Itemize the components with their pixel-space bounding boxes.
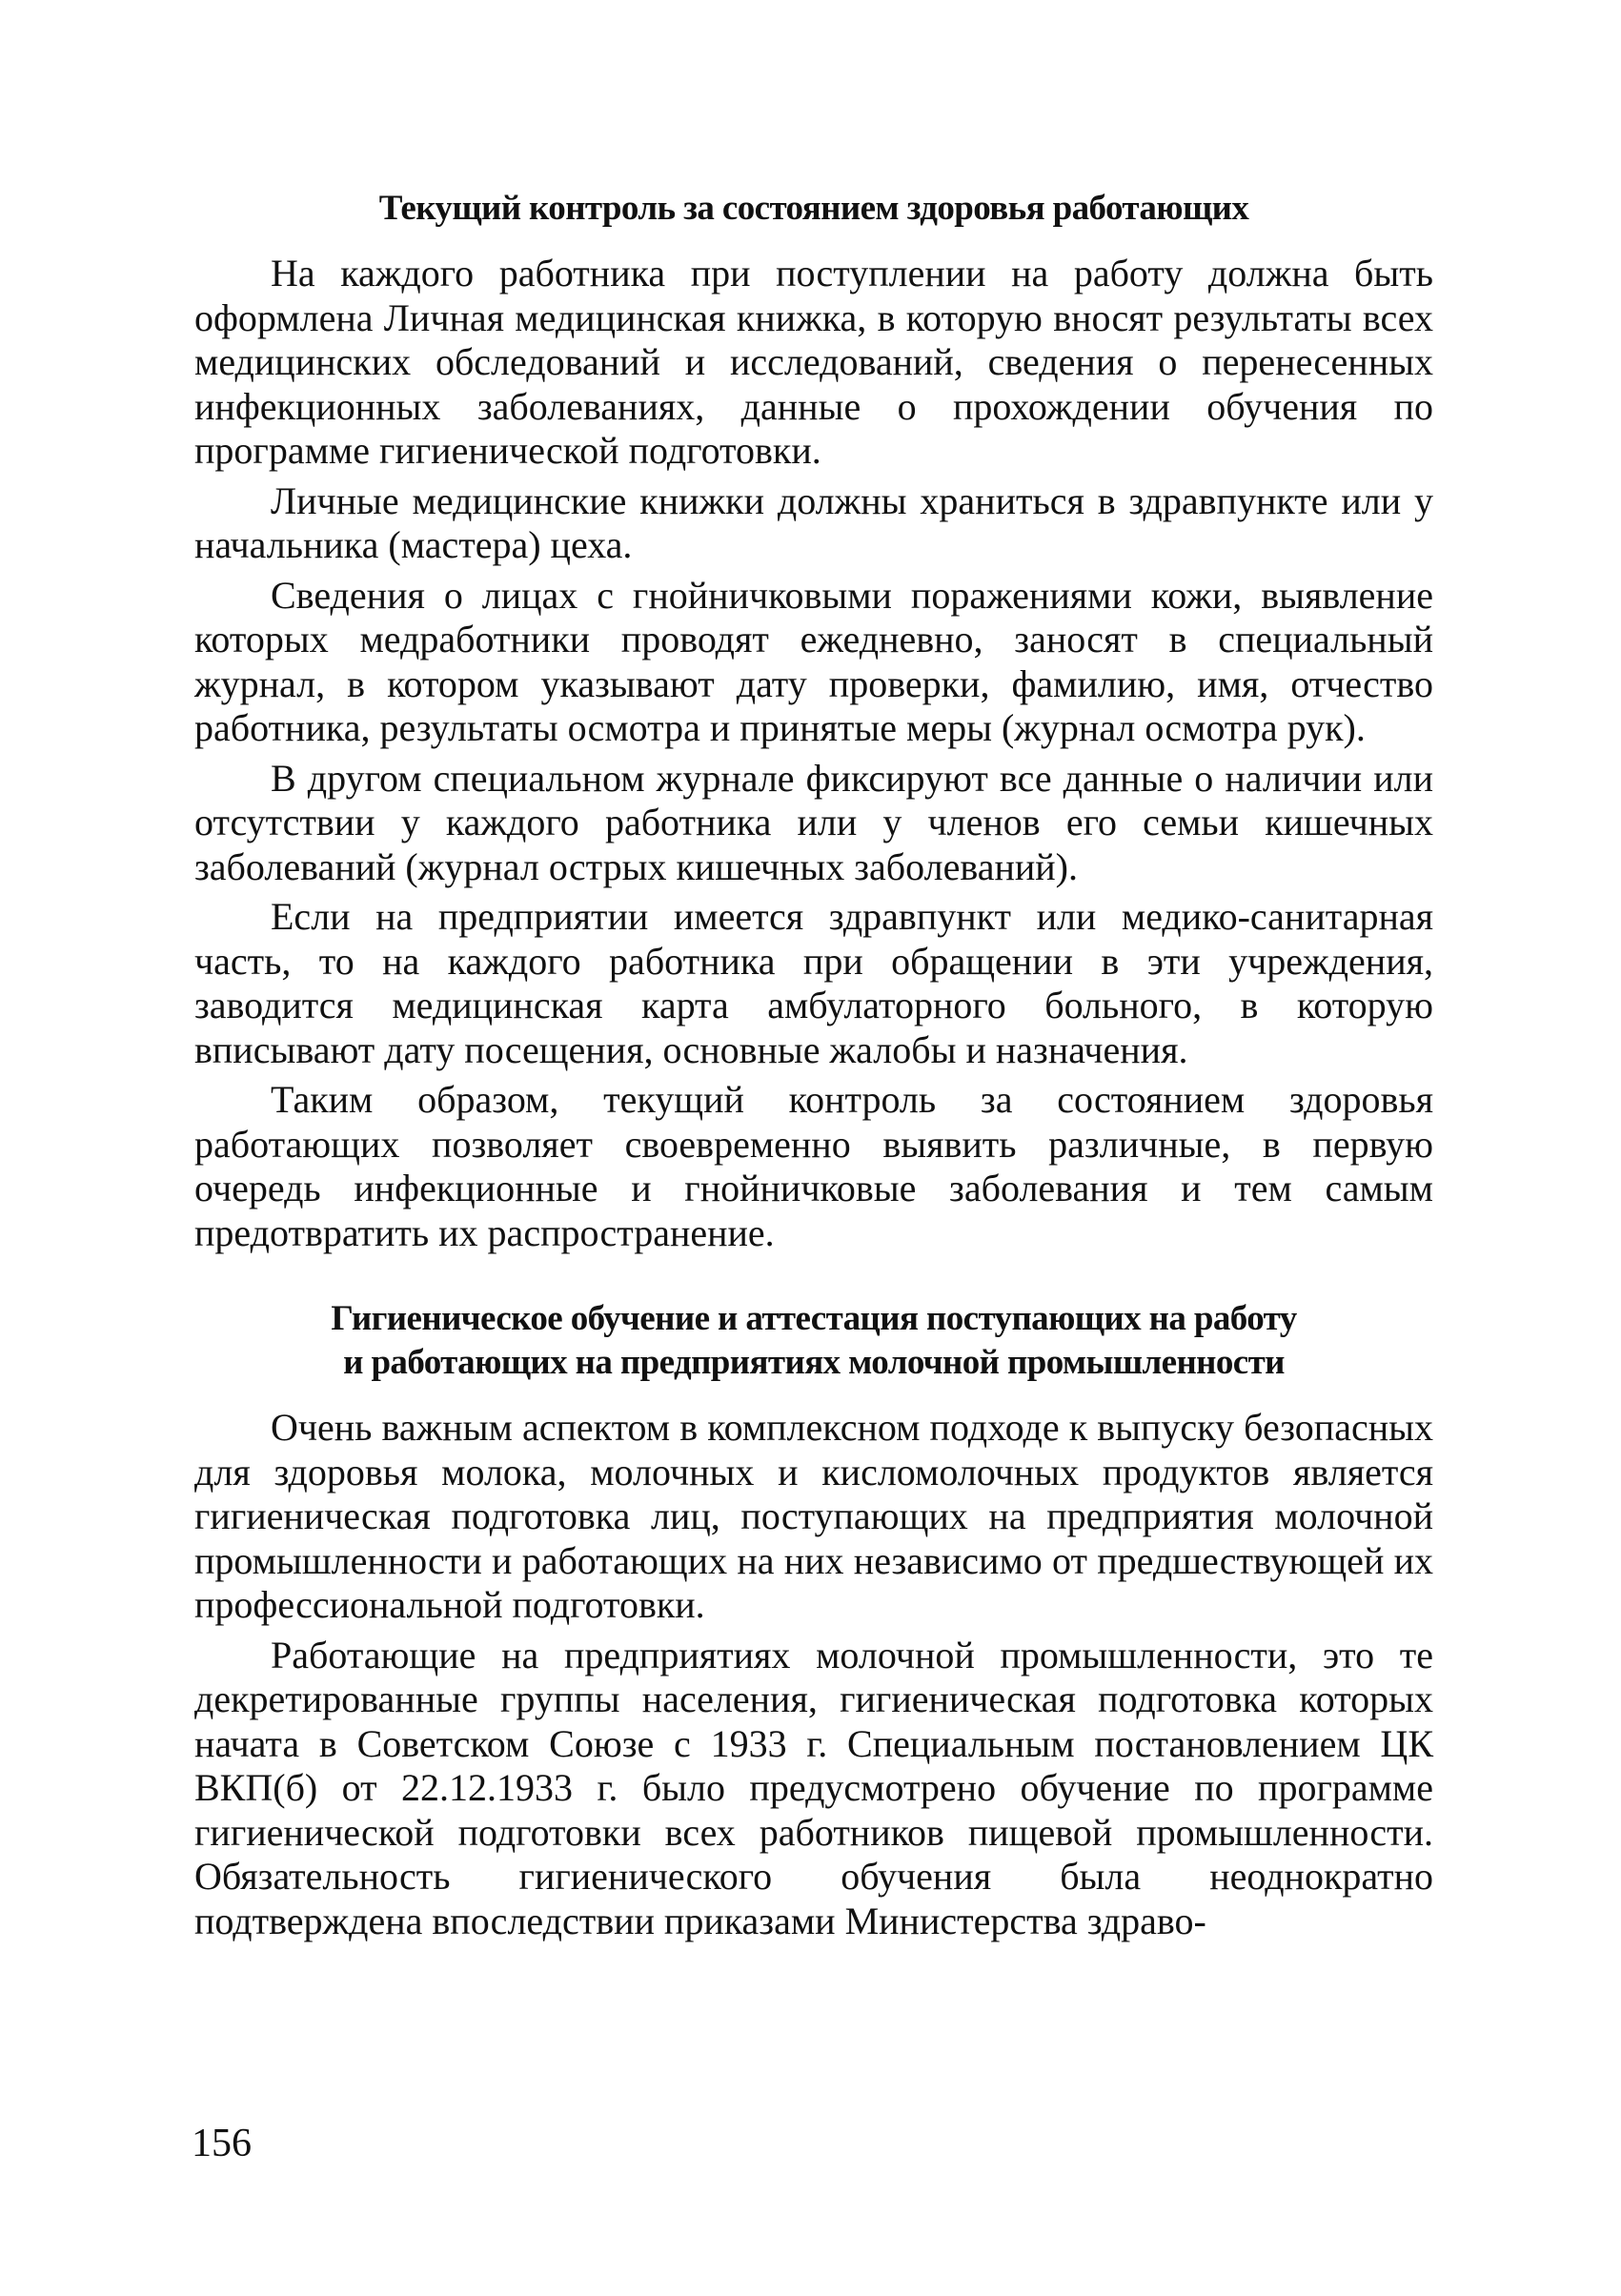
section-2-heading bbox=[194, 1297, 1433, 1385]
section-1-heading: Текущий контроль за состоянием здоровья работающих bbox=[378, 189, 1249, 228]
section-1-paragraph-4: В другом специальном журнале фиксируют все данные о наличии или отсутствии у каждого работника или у членов его семьи кишечных заболеваний (журнал острых кишечных заболеваний). bbox=[194, 756, 1433, 888]
section-2-heading-line-1: Гигиеническое обучение и аттестация поступающих на работу bbox=[331, 1299, 1297, 1338]
section-1-paragraph-2: Личные медицинские книжки должны храниться в здравпункте или у начальника (мастера) цеха. bbox=[194, 478, 1433, 566]
page-number: 156 bbox=[192, 2122, 252, 2165]
section-1-paragraph-6: Таким образом, текущий контроль за состоянием здоровья работающих позволяет своевременно выявить различные, в первую очередь инфекционные и гнойничковые заболевания и тем самым предотвратить их распространение. bbox=[194, 1078, 1433, 1254]
section-1-paragraph-1: На каждого работника при поступлении на работу должна быть оформлена Личная медицинская книжка, в которую вносят результаты всех медицинских обследований и исследований, сведения о перенесенных инфекционных заболеваниях, данные о прохождении обучения по программе гигиенической подготовки. bbox=[194, 252, 1433, 472]
section-2-paragraph-2: Работающие на предприятиях молочной промышленности, это те декретированные группы населения, гигиеническая подготовка которых начата в Советском Союзе с 1933 г. Специальным постановлением ЦК ВКП(б) от 22.12.1933 г. было предусмотрено обучение по программе гигиенической подготовки всех работников пищевой промышленности. Обязательность гигиенического обучения была неоднократно подтверждена впоследствии приказами Министерства здраво- bbox=[194, 1633, 1433, 1942]
section-2-heading-line-2: и работающих на предприятиях молочной промышленности bbox=[343, 1343, 1285, 1382]
section-1-paragraph-3: Сведения о лицах с гнойничковыми поражениями кожи, выявление которых медработники проводят ежедневно, заносят в специальный журнал, в котором указывают дату проверки, фамилию, имя, отчество работника, результаты осмотра и принятые меры (журнал осмотра рук). bbox=[194, 573, 1433, 749]
page-content bbox=[194, 187, 1433, 1949]
section-2-paragraph-1: Очень важным аспектом в комплексном подходе к выпуску безопасных для здоровья молока, молочных и кисломолочных продуктов является гигиеническая подготовка лиц, поступающих на предприятия молочной промышленности и работающих на них независимо от предшествующей их профессиональной подготовки. bbox=[194, 1406, 1433, 1626]
section-1-paragraph-5: Если на предприятии имеется здравпункт или медико-санитарная часть, то на каждого работника при обращении в эти учреждения, заводится медицинская карта амбулаторного больного, в которую вписывают дату посещения, основные жалобы и назначения. bbox=[194, 895, 1433, 1071]
